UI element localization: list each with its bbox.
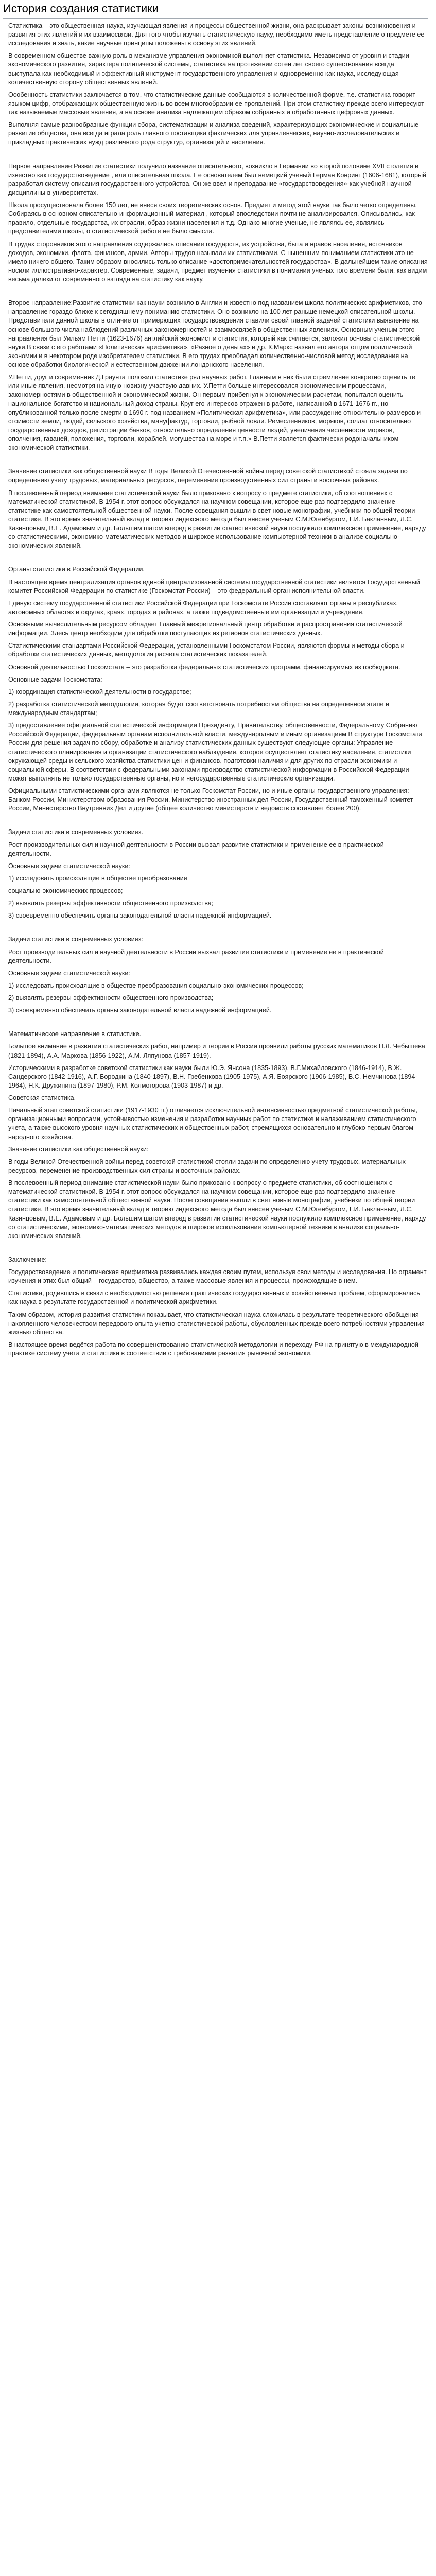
paragraph: Заключение: — [8, 1256, 47, 1263]
paragraph: В современном обществе важную роль в механизме управления экономикой выполняет статистика. Независимо от уровня и стадии экономического развития, характера политической системы, статистика на протяжении сотен лет своего существования всегда выступала как необходимый и эффективный инструмент государственного управления и одновременно как наука, исследующая количественную сторону общественных явлений. — [8, 52, 409, 86]
paragraph-spacer — [8, 456, 428, 467]
paragraph: 3) своевременно обеспечить органы законодательной власти надежной информацией. — [8, 912, 272, 920]
paragraph: Первое направление:Развитие статистики получило название описательного, возникло в Германии во второй половине XVII столетия и известно как государствоведение , или описательная школа. Ее основателем был немецкий ученый Герман Конринг (1606-1681), который разработал систему описания государственного устройства. Он же ввел и преподавание «государствоведения»-как учебной научной дисциплины в университетах. — [8, 162, 427, 196]
paragraph: Основными вычислительным ресурсом обладает Главный межрегиональный центр обработки и распространения статистической информации. Здесь центр необходим для обработки поступающих из регионов статистических данных. — [8, 621, 403, 637]
paragraph: Задачи статистики в современных условиях. — [8, 828, 144, 836]
paragraph: Таким образом, история развития статистики показывает, что статистическая наука сложилась в результате теоретического обобщения накопленного человечеством передового опыта учетно-статистической работы, обусловленных прежде всего потребностями управления жизнью общества. — [8, 1311, 425, 1336]
paragraph-spacer — [8, 924, 428, 935]
paragraph: 1) исследовать происходящие в обществе преобразования социально-экономических процессов; — [8, 981, 304, 989]
paragraph: Школа просуществовала более 150 лет, не внеся своих теоретических основ. Предмет и метод этой науки так было четко определены. Собираясь в основном описательно-информационный материал , который впоследствии почти не анализировался. Описывались, как правило, отдельные государства, их отрасли, образ жизни населения и т.д. Однако многие ученые, не являясь ее, являлись представителями школы, о статистической работе не было смысла. — [8, 201, 417, 235]
paragraph: Основной деятельностью Госкомстата – это разработка федеральных статистических программ, финансируемых из госбюджета. — [8, 663, 400, 671]
paragraph: Значение статистики как общественной науки: — [8, 1145, 149, 1153]
paragraph: 2) выявлять резервы эффективности общественного производства; — [8, 994, 214, 1002]
paragraph: Единую систему государственной статистики Российской Федерации при Госкомстате России составляют органы в республиках, автономных областях и округах, краях, городах и районах, а также подведомственные им организации и учреждения. — [8, 599, 398, 616]
paragraph: Выполняя самые разнообразные функции сбора, систематизации и анализа сведений, характеризующих экономические и социальные развитие общества, она всегда играла роль главного поставщика фактических для управленческих, научно-исследовательских и прикладных практических нужд различного рода структур, организаций и населения. — [8, 121, 419, 146]
paragraph: Статистическими стандартами Российской Федерации, установленными Госкомстатом России, являются формы и методы сбора и обработки статистических данных, методология расчета статистических показателей. — [8, 642, 405, 658]
paragraph: Государствоведение и политическая арифметика развивались каждая своим путем, используя свои методы и исследования. Но ограмент изучения и этих был общий – государство, общество, а также массовые явления и процессы, происходящие в нем. — [8, 1268, 427, 1285]
paragraph: Официальными статистическими органами являются не только Госкомстат России, но и иные органы государственного управления: Банком России, Министерством образования России, Министерство иностранных дел России, Государственный таможенный комитет России, Министерство Внутренних Дел и другие (общее количество министерств и ведомств составляет более 200). — [8, 787, 413, 812]
paragraph: В послевоенный период внимание статистической науки было приковано к вопросу о предмете статистики, об соотношениях с математической статистикой. В 1954 г. этот вопрос обсуждался на научном совещании, которое еще раз подтвердило значение статистике как самостоятельной общественной науки. После совещания вышли в свет новые монографии, учебники по общей теории статистике. В это время значительный вклад в теорию индексного метода был внесен ученым С.М.Югенбургом, Г.И. Бакланным, Л.С. Казинцовым, В.Е. Адамовым и др. Большим шагом вперед в развитии статистической науки послужило комплексное применение, наряду со статистическими, экономико-математических методов и широкое использование компьютерной техники в анализе социально-экономических явлений. — [8, 489, 426, 550]
paragraph-spacer — [8, 1244, 428, 1256]
paragraph: Особенность статистики заключается в том, что статистические данные сообщаются в количественной форме, т.е. статистика говорит языком цифр, отображающих общественную жизнь во всем многообразии ее проявлений. При этом статистику прежде всего интересуют так называемые массовые явления, а на основе анализа надлежащим образом собранных и обработанных цифровых данных. — [8, 91, 424, 116]
paragraph: Историческими в разработке советской статистики как науки были Ю.Э. Янсона (1835-1893), В.Г.Михайловского (1846-1914), В.Ж. Сандерского (1842-1916), А.Г. Бородкина (1840-1897), В.Н. Гребенкова (1905-1975), А.Я. Боярского (1906-1985), В.С. Немчинова (1894-1964), Н.К. Дружинина (1897-1980), Р.М. Колмогорова (1903-1987) и др. — [8, 1064, 417, 1089]
paragraph: Советская статистика. — [8, 1094, 76, 1102]
paragraph: Статистика, родившись в связи с необходимостью решения практических государственных и хозяйственных проблем, сформировалась как наука в результате государственной и политической арифметики. — [8, 1290, 420, 1306]
paragraph: В настоящее время ведётся работа по совершенствованию статистической методологии и переходу РФ на принятую в международной практике систему учёта и статистики в соответствии с требованиями развития рыночной экономики. — [8, 1341, 418, 1358]
paragraph: Значение статистики как общественной науки В годы Великой Отечественной войны перед советской статистикой стояла задача по определению учету трудовых, материальных ресурсов, переменение производственных сил страны и восточных районах. — [8, 468, 408, 484]
paragraph-spacer — [8, 817, 428, 828]
paragraph: Математическое направление в статистике. — [8, 1030, 142, 1038]
paragraph: В настоящее время централизация органов единой централизованной системы государственной статистики является Государственный комитет Российской Федерации по статистике (Госкомстат России) – это федеральный орган исполнительной власти. — [8, 578, 420, 595]
paragraph-spacer — [8, 287, 428, 299]
paragraph: 1) координация статистической деятельности в государстве; — [8, 688, 191, 696]
paragraph: Основные задачи статистической науки: — [8, 969, 130, 977]
paragraph: 2) разработка статистической методологии, которая будет соответствовать потребностям общества на определенном этапе и международным стандартам; — [8, 700, 390, 717]
paragraph: Начальный этап советской статистики (1917-1930 гг.) отличается исключительной интенсивностью предметной статистической работы, организационными вопросами, устойчивостью изменения и разработки научных работ по статистике и налаживанием статистического учета, а также высокого уровня научных статистических и общественных работ, стремящихся основательно и глубоко первым благом народного хозяйства. — [8, 1107, 418, 1141]
paragraph: В послевоенный период внимание статистической науки было приковано к вопросу о предмете статистики, об соотношениях с математической статистикой. В 1954 г. этот вопрос обсуждался на научном совещании, которое еще раз подтвердило значение статистики как самостоятельной общественной науки. После совещания вышли в свет новые монографии, учебники по общей теории статистике. В это время значительный вклад в теорию индексного метода был внесен ученым С.М.Югенбургом, Г.И. Бакланным, Л.С. Казинцовым, В.Е. Адамовым и др. Большим шагом вперед в развитии статистической науки послужило комплексное применение, наряду со статистическими, экономико-математических методов и широкое использование компьютерной техники в анализе социально-экономических явлений. — [8, 1179, 426, 1240]
paragraph: В трудах сторонников этого направления содержались описание государств, их устройства, быта и нравов населения, источников доходов, экономики, флота, финансов, армии. Авторы трудов называли их статистиками. С нынешним пониманием статистики это не имело ничего общего. Таким образом вносились только описание «достопримечательностей государства». В дальнейшем такие описания носили иллюстративно-характер. Современные, задачи, предмет изучения статистики в понимании ученых того времени были, как видим весьма далеки от современного взгляда на статистику как науку. — [8, 240, 428, 283]
paragraph: Рост производительных сил и научной деятельности в России вызвал развитие статистики и применение ее в практической деятельности. — [8, 841, 384, 857]
paragraph: В годы Великой Отечественной войны перед советской статистикой стояли задачи по определению учету трудовых, материальных ресурсов, переменение производственных сил страны и восточных районах. — [8, 1158, 406, 1174]
paragraph-spacer — [8, 554, 428, 565]
paragraph: 2) выявлять резервы эффективности общественного производства; — [8, 900, 214, 907]
paragraph: Органы статистики в Российской Федерации. — [8, 566, 145, 573]
paragraph: 3) предоставление официальной статистической информации Президенту, Правительству, общественности, Федеральному Собранию Российской Федерации, федеральным органам исполнительной власти, международным и иным организациям В структуре Госкомстата России для решения задач по сбору, обработке и анализу статистических данных существуют следующие органы: Управление статистического планирования и организации статистического наблюдения, которое осуществляет статистику населения, статистики окружающей среды и сельского хозяйства статистики цен и финансов, подготовки наличия и для других по отрасли экономики и социальной сферы. В соответствии с федеральными законами производство статистической информации в Российской Федерации может выполнять не только государственные органы, но и негосударственные статистические организации. — [8, 722, 423, 782]
paragraph: Большое внимание в развитии статистических работ, например и теории в России проявили работы русских математиков П.Л. Чебышева (1821-1894), А.А. Маркова (1856-1922), А.М. Ляпунова (1857-1919). — [8, 1043, 425, 1059]
paragraph: Задачи статистики в современных условиях: — [8, 936, 144, 943]
paragraph-spacer — [8, 1019, 428, 1030]
paragraph: Основные задачи Госкомстата: — [8, 675, 102, 683]
page-title: История создания статистики — [3, 1, 428, 19]
paragraph: Статистика – это общественная наука, изучающая явления и процессы общественной жизни, она раскрывает законы возникновения и развития этих явлений и их взаимосвязи. Для того чтобы изучить статистическую науку, необходимо иметь представление о предмете ее исследования и знать, какие научные принципы положены в основу этих явлений. — [8, 22, 425, 47]
paragraph: Основные задачи статистической науки: — [8, 862, 130, 870]
paragraph-spacer — [8, 151, 428, 162]
paragraph: 1) исследовать происходящие в обществе преобразования — [8, 874, 187, 882]
paragraph: социально-экономических процессов; — [8, 887, 123, 895]
paragraph: 3) своевременно обеспечить органы законодательной власти надежной информацией. — [8, 1007, 272, 1014]
paragraph: У.Петти, друг и современник Д.Граунта положил статистике ряд научных работ. Главным в них были стремление конкретно оценить те или иные явления, несмотря на иную новизну участвую давних. У.Петти больше интересовался экономическим процессами, закономерностями в общественной и экономической жизни. Он первым прибегнул к экономическим расчетам, попытался оценить национальное богатство и национальный доход страны. Круг его интересов отражен в работе, написанной в 1671-1676 гг., но опубликованной только после смерти в 1690 г. под названием «Политическая арифметика», или рассуждение относительно размеров и стоимости земли, людей, сельского хозяйства, мануфактур, торговли, рыбной ловли. Ремесленников, моряков, солдат относительно государственных доходов, регистрации банков, относительно определения ценности людей, увеличения численности моряков, ополчения, гаваней, положения, торговли, кораблей, могущества на море и т.п.» В.Петти является фактически родоначальником экономической статистики. — [8, 374, 421, 452]
paragraph: Второе направление:Развитие статистики как науки возникло в Англии и известно под названием школа политических арифметиков, это направление гораздо ближе к сегодняшнему пониманию статистики. Оно возникло на 100 лет раньше немецкой описательной школы. Представители данной школы в отличие от примерющих государствоведения ставили своей главной задачей статистики выявление на основе большого числа наблюдений различных закономерностей и взаимосвязей в общественных явлениях. Основным ученым этого направления был Уильям Петти (1623-1676) английский экономист и статистик, который как считается, заложил основы статистической науки.В связи с его работами «Политическая арифметика», «Разное о деньгах» и др. К.Маркс назвал его автора отцом политической экономии и в некотором роде изобретателем статистики. В его трудах преобладал количественно-числовой метод исследования на основе обработки биологической и естественном движении лондонского населения. — [8, 299, 422, 369]
paragraph: Рост производительных сил и научной деятельности в России вызвал развитие статистики и применение ее в практической деятельности. — [8, 948, 384, 964]
article-body — [8, 22, 428, 1358]
